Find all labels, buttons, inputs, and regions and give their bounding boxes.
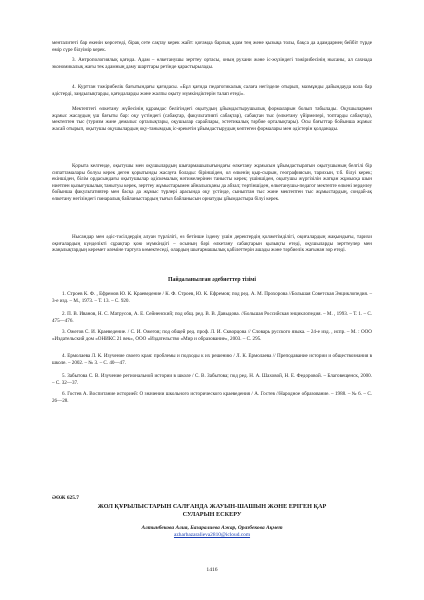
author-email-link[interactable]: azharbazaralieva2810@icloud.com	[173, 532, 251, 538]
udk-code: ӘӨЖ 625.7	[52, 495, 79, 501]
page-number: 1416	[206, 567, 218, 573]
body-paragraph-5: Қорыта келгенде, оқытушы мен оқушылардың шығармашылығындағы өлкетану жұмысын ұйымдастыратын оқытушының белгілі бір сипаттамалары болуы керек деген қорытынды жасауға болады: біріншіден, ол өлкенің қыр-сырын, географиясын, тарихын, т.б. білуі керек; екіншіден, білім ордасындағы оқытушылар әдіскемалық нәтижелерінен танысты керек; үшіншіден, оқытушы жүргізілін жатқан жұмысқа шын ниетпен қызығушылық танытуы керек, зерттеу жұмыстарымен айналысқаны да абзал; төртіншіден, өлкетанушы-педагог мектепте өлкені зерделеу бойынша факультативтер мен басқа да жұмыс түрлері арасында оқу үстінде, сыныптан тыс және мектептен тыс жұмыстардың, сондай-ақ өлкетану негізіндегі пәнаралық байланыстардың тығыз байланысын орнатуды ұйымдастыра білуі керек.	[52, 163, 372, 202]
reference-5: 5. Забытова С. В. Изучение региональной истории в школе / С. В. Забытова; под ред. Н. А. Шаховой, Н. Е. Федоровой. – Благовещенск, 2000. – С. 32—37.	[52, 373, 372, 386]
article-title-line-2: СУЛАРЫН ЕСКЕРУ	[182, 511, 242, 518]
body-paragraph-3: 4. Курттан тәжірибелік бағытындағы қағидасы. «Бұл қағида педагогикалық салаға негізделе отырып, мазмұнды дайындауда кола бар әдістерді, заңдылықтарды, қағидаларды және жалпы оқыту мүмкіндіктерін талап етеді».	[52, 84, 372, 97]
reference-1: 1. Строев К. Ф. , Ефремов Ю. К. Краеведение / К. Ф. Строев, Ю. К. Ефремов; под ред. А. М. Прохорова //Большая Советская Энциклопедия. – 3-е изд. – М., 1973. – Т. 13. – С. 920.	[52, 291, 372, 304]
reference-6: 6. Гостев А. Воспитание историей: О значении школьного исторического краеведения / А. Гостев //Народное образование. – 1988. – № 6. – С. 26—28.	[52, 391, 372, 404]
reference-2: 2. П. В. Иванов, Н. С. Матрусов, А. Е. Сейненский; под общ. ред. В. В. Давыдова. //Большая Российская энциклопедия. – М. , 1993. – Т. 1. – С. 475—476.	[52, 311, 372, 324]
article-title	[52, 503, 372, 519]
article-authors: Алтынбекова Алия, Базаралиева Ажар, Оразбекова Ақмет	[141, 525, 283, 531]
reference-4: 4. Ермолаева Л. К. Изучение своего края: проблемы и подходы к их решению / Л. К. Ермолаева // Преподавание истории и обществознания в школе. – 2002. – № 3. – С. 40—47.	[52, 353, 372, 366]
body-paragraph-1: менталитеті бар екенін көрсетеді, бірақ сете сақтау керек жайт: қоғамда барлық адам тең жене қызықа толы, бақса да адамдарнең бейбіт түрде өмір сүре білуімір керек.	[52, 40, 372, 53]
body-paragraph-6: Нысандар мен әдіс-тәсілдердің алуан түрлілігі, өз бетінше іздену үшін деректердің қолжетімділігі, оқиғалардың жақындығы, тарихи оқиғалардың күнделікті сұрақтар қою мүмкіндігі – осының бәрі өлкетану сабақтарын қызықты етеді, оқушыларды зерттеулер мен жаңалықтардың керемет әлеміне тартуға көмектеседі, олардың шығармашылық қабілеттерін ашады және тәрбиелік жағынан зор етеді.	[52, 234, 372, 254]
reference-3: 3. Ожегов С. И. Краеведение. / С. И. Ожегов; под общей ред. проф. Л. И. Скворцова // Словарь русского языка. – 24-е изд. , испр. – М. : ООО «Издательский дом «ОНИКС 21 век», ООО «Издательство «Мир и образование», 2003. – С. 295.	[52, 329, 372, 342]
article-title-line-1: ЖОЛ ҚҰРЫЛЫСТАРЫН САЛҒАНДА ЖАУЫН-ШАШЫН ЖӘНЕ ЕРІГЕН ҚАР	[97, 503, 327, 510]
references-heading: Пайдаланылған әдебиеттер тізімі	[167, 277, 256, 283]
body-paragraph-4: Мектептегі өлкетану жүйесінің құрамдас белігіндегі оқытудың ұйымдастырушылық формаларын болып табылады. Оқушылармен жұмыс жасаудың үш бағыты бар: оқу үстіндегі (сабақтар, факультативті сабақтар), сабақтан тыс (өлкетану үйірмелері, топтарды сабақтар), мектептен тыс (туризм және демалыс орталықтары, оқушылар сарайлары, эстетикалық тәрбие орталықтары). Осы бағыттар бойынша жұмыс жасай отырып, оқытушы оқушылардың оқу-танымдық іс-әрекетін ұйымдастырудың көптеген формалары мен әдістерін қолданады.	[52, 106, 372, 132]
body-paragraph-2: 3. Антропологиялық қағида. Адам – өлкетанушы зерттеу ортасы, оның рухани және іс-жүзіндегі тәжірибесінің нысаны, ал сахнада экономикалық жағы тек адамның даму шарттары ретінде қарастырылады.	[52, 57, 372, 70]
